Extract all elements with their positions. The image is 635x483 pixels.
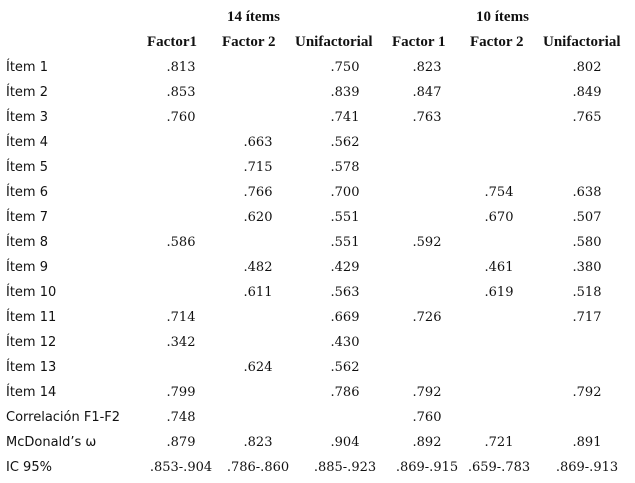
table-cell: .562 — [330, 135, 360, 150]
table-cell: .659-.783 — [467, 460, 531, 475]
table-row — [0, 130, 635, 155]
table-row — [0, 230, 635, 255]
table-row — [0, 280, 635, 305]
col-header-factor1-14: Factor1 — [147, 34, 197, 50]
table-cell: .760 — [166, 110, 196, 125]
table-row — [0, 355, 635, 380]
table-cell — [395, 130, 459, 155]
table-cell: .799 — [166, 385, 196, 400]
table-cell — [221, 55, 295, 80]
row-label: Ítem 11 — [6, 310, 57, 325]
row-label: Ítem 5 — [6, 160, 48, 175]
table-cell — [141, 155, 221, 180]
table-cell — [459, 80, 539, 105]
table-cell: .430 — [330, 335, 360, 350]
table-cell — [141, 180, 221, 205]
table-cell — [539, 155, 635, 180]
table-row — [0, 380, 635, 405]
row-label: McDonald’s ω — [6, 435, 97, 450]
table-cell: .700 — [330, 185, 360, 200]
table-cell: .663 — [243, 135, 273, 150]
col-header-factor2-10: Factor 2 — [470, 34, 524, 50]
table-cell: .869-.915 — [395, 460, 459, 475]
table-cell — [395, 255, 459, 280]
table-cell: .717 — [572, 310, 602, 325]
table-cell: .563 — [330, 285, 360, 300]
table-cell: .786-.860 — [226, 460, 290, 475]
table-cell: .741 — [330, 110, 360, 125]
table-cell: .763 — [412, 110, 442, 125]
table-cell — [539, 355, 635, 380]
table-cell — [141, 130, 221, 155]
table-cell: .461 — [484, 260, 514, 275]
row-label: Correlación F1-F2 — [6, 410, 121, 425]
table-cell: .518 — [572, 285, 602, 300]
table-cell — [395, 205, 459, 230]
table-cell — [295, 405, 395, 430]
table-cell — [141, 255, 221, 280]
table-cell — [221, 305, 295, 330]
table-body — [0, 55, 635, 480]
table-cell: .853 — [166, 85, 196, 100]
table-cell: .507 — [572, 210, 602, 225]
table-cell: .638 — [572, 185, 602, 200]
table-row — [0, 305, 635, 330]
table-cell: .847 — [412, 85, 442, 100]
table-cell: .578 — [330, 160, 360, 175]
table-cell: .624 — [243, 360, 273, 375]
table-cell: .619 — [484, 285, 514, 300]
table-cell — [221, 405, 295, 430]
row-label: Ítem 1 — [6, 60, 48, 75]
table-cell: .750 — [330, 60, 360, 75]
row-label: Ítem 4 — [6, 135, 48, 150]
row-label: Ítem 6 — [6, 185, 48, 200]
table-cell — [459, 330, 539, 355]
table-cell: .786 — [330, 385, 360, 400]
table-cell: .562 — [330, 360, 360, 375]
table-cell: .802 — [572, 60, 602, 75]
table-cell: .765 — [572, 110, 602, 125]
row-label: Ítem 3 — [6, 110, 48, 125]
col-header-factor2-14: Factor 2 — [222, 34, 276, 50]
row-label: Ítem 12 — [6, 335, 57, 350]
table-cell: .891 — [572, 435, 602, 450]
table-row — [0, 55, 635, 80]
table-row — [0, 430, 635, 455]
table-cell: .892 — [412, 435, 442, 450]
table-cell: .592 — [412, 235, 442, 250]
table-row — [0, 455, 635, 480]
table-cell: .792 — [412, 385, 442, 400]
table-cell — [221, 80, 295, 105]
table-cell: .551 — [330, 235, 360, 250]
table-cell — [221, 230, 295, 255]
table-cell — [141, 205, 221, 230]
table-cell — [221, 380, 295, 405]
table-cell: .620 — [243, 210, 273, 225]
table-cell: .813 — [166, 60, 196, 75]
table-cell: .714 — [166, 310, 196, 325]
table-cell — [459, 380, 539, 405]
table-cell — [141, 280, 221, 305]
table-cell — [395, 180, 459, 205]
table-cell — [221, 330, 295, 355]
table-cell: .823 — [412, 60, 442, 75]
table-cell — [459, 130, 539, 155]
table-cell: .670 — [484, 210, 514, 225]
table-cell: .721 — [484, 435, 514, 450]
table-cell: .885-.923 — [313, 460, 377, 475]
table-cell: .551 — [330, 210, 360, 225]
table-row — [0, 330, 635, 355]
table-cell — [459, 230, 539, 255]
table-row — [0, 180, 635, 205]
table-cell — [539, 130, 635, 155]
table-row — [0, 405, 635, 430]
row-label: Ítem 10 — [6, 285, 57, 300]
row-label: Ítem 2 — [6, 85, 48, 100]
table-cell: .823 — [243, 435, 273, 450]
table-cell — [459, 305, 539, 330]
table-cell: .586 — [166, 235, 196, 250]
table-cell: .429 — [330, 260, 360, 275]
table-cell — [221, 105, 295, 130]
factor-loadings-table — [0, 55, 635, 480]
table-cell: .853-.904 — [149, 460, 213, 475]
table-cell: .849 — [572, 85, 602, 100]
table-cell: .611 — [243, 285, 273, 300]
table-cell: .482 — [243, 260, 273, 275]
table-cell: .839 — [330, 85, 360, 100]
group-header-10-items: 10 ítems — [476, 9, 529, 25]
table-row — [0, 155, 635, 180]
table-cell: .879 — [166, 435, 196, 450]
table-cell — [395, 280, 459, 305]
table-cell: .342 — [166, 335, 196, 350]
table-cell — [459, 55, 539, 80]
col-header-factor1-10: Factor 1 — [392, 34, 446, 50]
row-label: Ítem 14 — [6, 385, 57, 400]
table-cell — [395, 355, 459, 380]
table-cell — [141, 355, 221, 380]
table-cell — [459, 405, 539, 430]
table-cell: .869-.913 — [555, 460, 619, 475]
table-cell — [459, 105, 539, 130]
table-cell: .380 — [572, 260, 602, 275]
table-row — [0, 80, 635, 105]
table-cell: .580 — [572, 235, 602, 250]
table-cell: .726 — [412, 310, 442, 325]
table-cell — [539, 330, 635, 355]
row-label: Ítem 8 — [6, 235, 48, 250]
table-cell: .715 — [243, 160, 273, 175]
table-cell: .792 — [572, 385, 602, 400]
table-row — [0, 255, 635, 280]
table-cell — [395, 155, 459, 180]
row-label: Ítem 13 — [6, 360, 57, 375]
table-cell: .766 — [243, 185, 273, 200]
table-cell: .754 — [484, 185, 514, 200]
table-cell: .760 — [412, 410, 442, 425]
group-header-14-items: 14 ítems — [227, 9, 280, 25]
row-label: IC 95% — [6, 460, 52, 475]
row-label: Ítem 7 — [6, 210, 48, 225]
table-cell: .904 — [330, 435, 360, 450]
table-cell — [459, 155, 539, 180]
table-cell — [539, 405, 635, 430]
table-cell: .748 — [166, 410, 196, 425]
col-header-unifactorial-14: Unifactorial — [295, 34, 373, 50]
table-cell — [459, 355, 539, 380]
row-label: Ítem 9 — [6, 260, 48, 275]
table-cell: .669 — [330, 310, 360, 325]
table-cell — [395, 330, 459, 355]
col-header-unifactorial-10: Unifactorial — [543, 34, 621, 50]
table-row — [0, 205, 635, 230]
table-row — [0, 105, 635, 130]
